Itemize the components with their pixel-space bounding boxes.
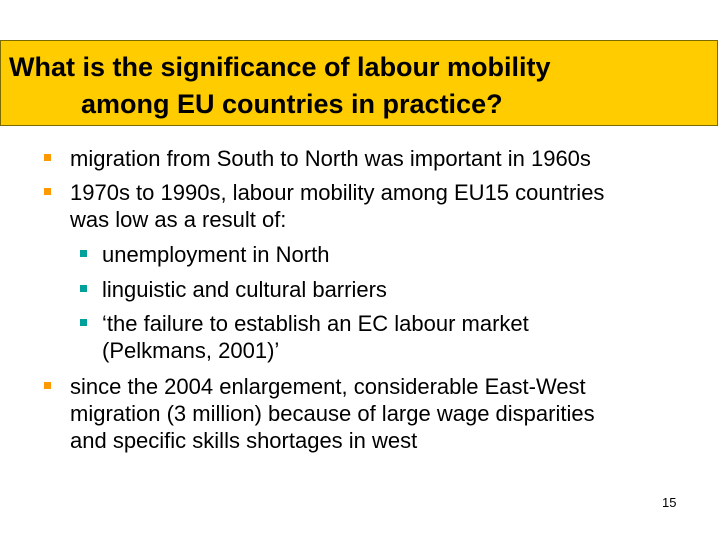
bullet-marker bbox=[44, 154, 51, 161]
bullet-marker bbox=[44, 382, 51, 389]
bullet-text: 1970s to 1990s, labour mobility among EU15 countries bbox=[70, 180, 605, 205]
sub-bullet-text: (Pelkmans, 2001)’ bbox=[102, 338, 280, 363]
bullet-text: migration (3 million) because of large wage disparities bbox=[70, 401, 595, 426]
sub-bullet-marker bbox=[80, 285, 87, 292]
bullet-text: was low as a result of: bbox=[70, 207, 287, 232]
slide-title-line-2: among EU countries in practice? bbox=[81, 89, 503, 119]
bullet-text: migration from South to North was important in 1960s bbox=[70, 146, 591, 171]
sub-bullet-text: linguistic and cultural barriers bbox=[102, 277, 387, 302]
slide-title-line-1: What is the significance of labour mobility bbox=[9, 52, 551, 82]
bullet-text: since the 2004 enlargement, considerable East-West bbox=[70, 374, 586, 399]
page-number: 15 bbox=[662, 495, 677, 510]
bullet-text: and specific skills shortages in west bbox=[70, 428, 418, 453]
sub-bullet-text: ‘the failure to establish an EC labour market bbox=[102, 311, 529, 336]
sub-bullet-marker bbox=[80, 319, 87, 326]
bullet-marker bbox=[44, 188, 51, 195]
sub-bullet-marker bbox=[80, 250, 87, 257]
sub-bullet-text: unemployment in North bbox=[102, 242, 330, 267]
